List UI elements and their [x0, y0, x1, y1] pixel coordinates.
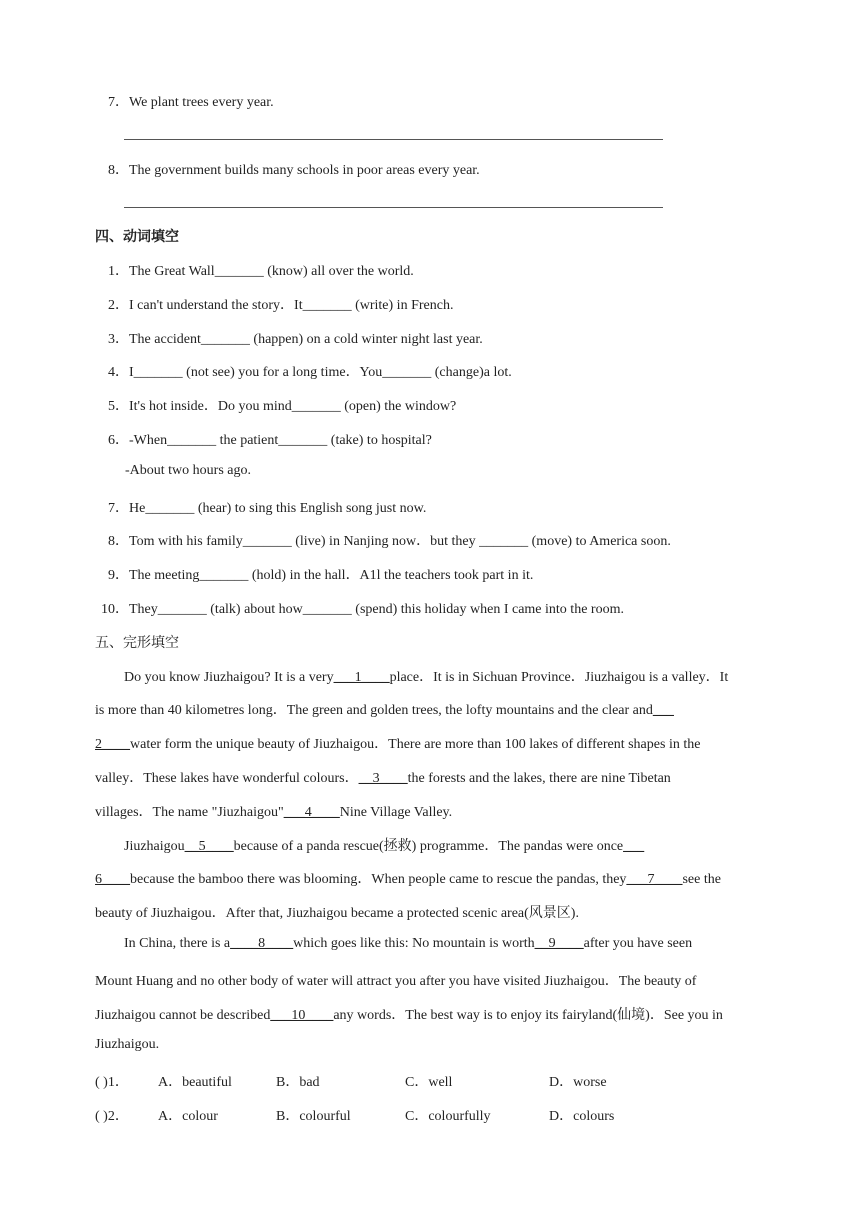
blank-7: ___7____	[626, 872, 683, 887]
passage-line	[95, 801, 452, 821]
blank-1: ___1____	[333, 670, 390, 685]
item-text: I can't understand the story．It_______ (write) in French.	[129, 298, 454, 313]
passage-line	[95, 1004, 723, 1024]
blank-8: ____8____	[230, 936, 294, 951]
item-text: Tom with his family_______ (live) in Nanjing now．but they _______ (move) to America soon.	[129, 534, 671, 549]
passage-line	[95, 1037, 159, 1053]
passage-text: because the bamboo there was blooming．When people came to rescue the pandas, they	[130, 872, 627, 887]
passage-text: see the	[682, 872, 721, 887]
answer-line	[124, 207, 663, 208]
blank-4: ___4____	[283, 805, 340, 820]
passage-text: after you have seen	[583, 936, 693, 951]
passage-text: beauty of Jiuzhaigou．After that, Jiuzhaigou became a protected scenic area(风景区).	[95, 906, 579, 921]
option-a[interactable]: A．colour	[158, 1109, 218, 1124]
blank-6-start: ___	[623, 839, 645, 854]
passage-line	[124, 835, 644, 855]
item-text: The accident_______ (happen) on a cold winter night last year.	[129, 332, 483, 347]
option-a[interactable]: A．beautiful	[158, 1075, 232, 1090]
passage-text: villages．The name "Jiuzhaigou"	[95, 805, 284, 820]
item-number: 6．	[108, 433, 129, 448]
passage-text: Do you know Jiuzhaigou? It is a very	[124, 670, 334, 685]
verb-item-8	[108, 530, 671, 550]
item-text: The meeting_______ (hold) in the hall．A1l the teachers took part in it.	[129, 568, 534, 583]
passage-text: any words．The best way is to enjoy its fairyland(仙境)．See you in	[333, 1008, 723, 1023]
item-number: 5．	[108, 399, 129, 414]
item-text: -About two hours ago.	[125, 463, 251, 478]
verb-item-3	[108, 328, 483, 348]
blank-3: __3____	[358, 771, 408, 786]
option-d[interactable]: D．colours	[549, 1109, 615, 1124]
passage-text: because of a panda rescue(拯救) programme．The pandas were once	[233, 839, 624, 854]
item-text: The government builds many schools in poor areas every year.	[129, 163, 480, 178]
option-d[interactable]: D．worse	[549, 1075, 607, 1090]
verb-item-1	[108, 260, 414, 280]
passage-text: water form the unique beauty of Jiuzhaigou．There are more than 100 lakes of different shapes in the	[130, 737, 701, 752]
passage-line	[95, 970, 696, 990]
item-text: -When_______ the patient_______ (take) to hospital?	[129, 433, 432, 448]
transform-item-8	[108, 159, 480, 179]
verb-item-6-answer	[125, 463, 251, 479]
passage-text: In China, there is a	[124, 936, 231, 951]
verb-item-5	[108, 395, 456, 415]
blank-10: ___10____	[270, 1008, 334, 1023]
passage-text: Jiuzhaigou	[124, 839, 185, 854]
passage-text: Jiuzhaigou cannot be described	[95, 1008, 271, 1023]
item-text: I_______ (not see) you for a long time．You_______ (change)a lot.	[129, 365, 512, 380]
passage-text: Nine Village Valley.	[339, 805, 453, 820]
verb-item-7	[108, 497, 426, 517]
item-number: 9．	[108, 568, 129, 583]
passage-line	[124, 666, 728, 686]
item-number: 7．	[108, 501, 129, 516]
item-number: 3．	[108, 332, 129, 347]
option-c[interactable]: C．colourfully	[405, 1109, 491, 1124]
passage-line	[95, 902, 579, 922]
item-number: 10．	[101, 602, 129, 617]
passage-line	[95, 767, 671, 787]
item-text: The Great Wall_______ (know) all over the world.	[129, 264, 414, 279]
verb-item-6	[108, 429, 432, 449]
transform-item-7	[108, 91, 274, 111]
choice-prefix: ( )1．	[95, 1075, 129, 1090]
blank-6: 6____	[95, 872, 130, 887]
verb-item-4	[108, 361, 512, 381]
passage-line	[95, 699, 674, 719]
choice-prefix: ( )2．	[95, 1109, 129, 1124]
item-text: He_______ (hear) to sing this English song just now.	[129, 501, 427, 516]
item-number: 2．	[108, 298, 129, 313]
answer-line	[124, 139, 663, 140]
blank-9: __9____	[534, 936, 584, 951]
blank-2: 2____	[95, 737, 130, 752]
item-number: 1．	[108, 264, 129, 279]
item-number: 4．	[108, 365, 129, 380]
item-number: 8．	[108, 534, 129, 549]
option-b[interactable]: B．bad	[276, 1075, 320, 1090]
item-number: 7．	[108, 95, 129, 110]
blank-2-start: ___	[652, 703, 674, 718]
item-text: It's hot inside．Do you mind_______ (open) the window?	[129, 399, 457, 414]
passage-text: which goes like this: No mountain is worth	[293, 936, 535, 951]
verb-item-9	[108, 564, 533, 584]
item-text: They_______ (talk) about how_______ (spend) this holiday when I came into the room.	[129, 602, 624, 617]
passage-line	[95, 733, 700, 753]
passage-line	[95, 868, 721, 888]
passage-text: Mount Huang and no other body of water will attract you after you have visited Jiuzhaigou．The beauty of	[95, 974, 697, 989]
item-number: 8．	[108, 163, 129, 178]
option-b[interactable]: B．colourful	[276, 1109, 351, 1124]
blank-5: __5____	[184, 839, 234, 854]
verb-item-2	[108, 294, 453, 314]
passage-text: is more than 40 kilometres long．The green and golden trees, the lofty mountains and the clear and	[95, 703, 653, 718]
passage-text: the forests and the lakes, there are nine Tibetan	[407, 771, 671, 786]
passage-text: Jiuzhaigou.	[95, 1037, 160, 1052]
passage-line	[124, 936, 692, 952]
item-text: We plant trees every year.	[129, 95, 274, 110]
section-5-title: 五、完形填空	[95, 635, 179, 651]
passage-text: place．It is in Sichuan Province．Jiuzhaigou is a valley．It	[389, 670, 729, 685]
passage-text: valley．These lakes have wonderful colours．	[95, 771, 359, 786]
option-c[interactable]: C．well	[405, 1075, 453, 1090]
verb-item-10	[101, 598, 624, 618]
section-4-title: 四、动词填空	[95, 229, 179, 245]
